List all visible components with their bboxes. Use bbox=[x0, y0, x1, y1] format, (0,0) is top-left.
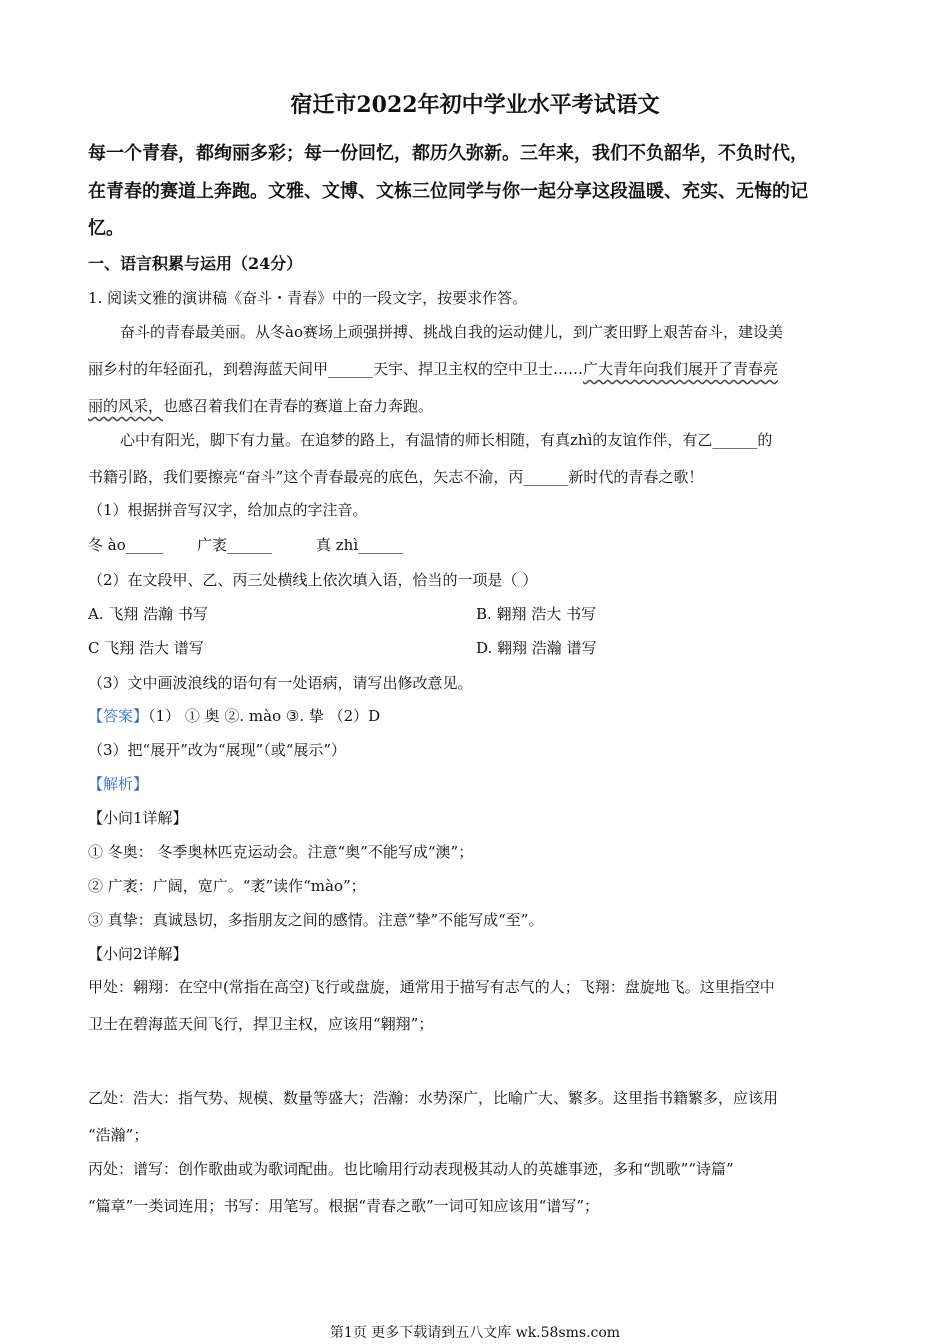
jia-explanation-line-2: 卫士在碧海蓝天间飞行，捍卫主权，应该用“翱翔”； bbox=[88, 1015, 434, 1033]
option-d: D. 翱翔 浩瀚 谱写 bbox=[476, 639, 597, 657]
bing-explanation-line-1: 丙处：谱写：创作歌曲或为歌词配曲。也比喻用行动表现极其动人的英雄事迹，多和“凯歌”“诗篇” bbox=[88, 1160, 734, 1178]
analysis-tag: 【解析】 bbox=[88, 775, 149, 793]
sub-question-2: （2）在文段甲、乙、丙三处横线上依次填入语，恰当的一项是（ ） bbox=[88, 571, 538, 589]
answer-line-2: （3）把“展开”改为“展现”（或“展示”） bbox=[88, 741, 347, 759]
analysis-line-1: ① 冬奥： 冬季奥林匹克运动会。注意“奥”不能写成“澳”； bbox=[88, 843, 474, 861]
intro-line-2: 在青春的赛道上奔跑。文雅、文博、文栋三位同学与你一起分享这段温暖、充实、无悔的记 bbox=[88, 181, 808, 202]
answer-tag: 【答案】 bbox=[88, 707, 149, 725]
passage-line-3-text: 也感召着我们在青春的赛道上奋力奔跑。 bbox=[163, 397, 434, 415]
section-heading: 一、语言积累与运用（24分） bbox=[88, 254, 303, 273]
passage-line-4: 心中有阳光，脚下有力量。在追梦的路上，有温情的师长相随，有真zhì的友谊作伴，有乙______的 bbox=[120, 431, 773, 449]
option-a: A. 飞翔 浩瀚 书写 bbox=[88, 605, 208, 623]
blank-ao: 冬 ào_____ bbox=[88, 536, 164, 554]
passage-line-2-text: 丽乡村的年轻面孔，到碧海蓝天间甲______天宇、捍卫主权的空中卫士…… bbox=[88, 360, 584, 378]
subquestion-2-detail-heading: 【小问2详解】 bbox=[88, 945, 188, 963]
intro-line-3: 忆。 bbox=[88, 218, 124, 239]
jia-explanation-line-1: 甲处：翱翔：在空中(常指在高空)飞行或盘旋，通常用于描写有志气的人；飞翔：盘旋地飞。这里指空中 bbox=[88, 978, 775, 996]
passage-line-3 bbox=[88, 396, 433, 416]
page-footer: 第1页 更多下载请到五八文库 wk.58sms.com bbox=[329, 1325, 621, 1341]
intro-line-1: 每一个青春，都绚丽多彩；每一份回忆，都历久弥新。三年来，我们不负韶华，不负时代， bbox=[88, 143, 808, 164]
wavy-underlined-sentence-part-2: 丽的风采， bbox=[88, 397, 164, 415]
yi-explanation-line-1: 乙处：浩大：指气势、规模、数量等盛大；浩瀚：水势深广，比喻广大、繁多。这里指书籍繁多，应该用 bbox=[88, 1089, 779, 1107]
blank-mao: 广袤______ bbox=[197, 536, 273, 554]
bing-explanation-line-2: “篇章”一类词连用；书写：用笔写。根据“青春之歌”一词可知应该用“谱写”； bbox=[88, 1197, 600, 1215]
sub-question-3: （3）文中画波浪线的语句有一处语病，请写出修改意见。 bbox=[88, 674, 473, 692]
passage-line-1: 奋斗的青春最美丽。从冬ào赛场上顽强拼搏、挑战自我的运动健儿，到广袤田野上艰苦奋斗，建设美 bbox=[120, 323, 783, 341]
answer-text-1: （1） ① 奥 ②. mào ③. 挚 （2）D bbox=[148, 707, 381, 725]
wavy-underlined-sentence-part-1: 广大青年向我们展开了青春亮 bbox=[583, 360, 779, 378]
analysis-line-2: ② 广袤：广阔，宽广。“袤”读作“mào”； bbox=[88, 877, 366, 895]
option-b: B. 翱翔 浩大 书写 bbox=[476, 605, 597, 623]
yi-explanation-line-2: “浩瀚”； bbox=[88, 1126, 149, 1144]
analysis-line-3: ③ 真挚：真诚恳切，多指朋友之间的感情。注意“挚”不能写成“至”。 bbox=[88, 911, 544, 929]
question-1-stem: 1. 阅读文雅的演讲稿《奋斗・青春》中的一段文字，按要求作答。 bbox=[88, 289, 528, 307]
subquestion-1-detail-heading: 【小问1详解】 bbox=[88, 809, 188, 827]
answer-line-1 bbox=[88, 706, 380, 726]
option-c: C 飞翔 浩大 谱写 bbox=[88, 639, 204, 657]
passage-line-5: 书籍引路，我们要擦亮“奋斗”这个青春最亮的底色，矢志不渝，丙______新时代的青春之歌！ bbox=[88, 468, 704, 486]
sub-question-1: （1）根据拼音写汉字，给加点的字注音。 bbox=[88, 501, 368, 519]
page-title: 宿迁市2022年初中学业水平考试语文 bbox=[290, 92, 660, 118]
blank-zhi: 真 zhì______ bbox=[316, 536, 404, 554]
passage-line-2 bbox=[88, 359, 778, 379]
